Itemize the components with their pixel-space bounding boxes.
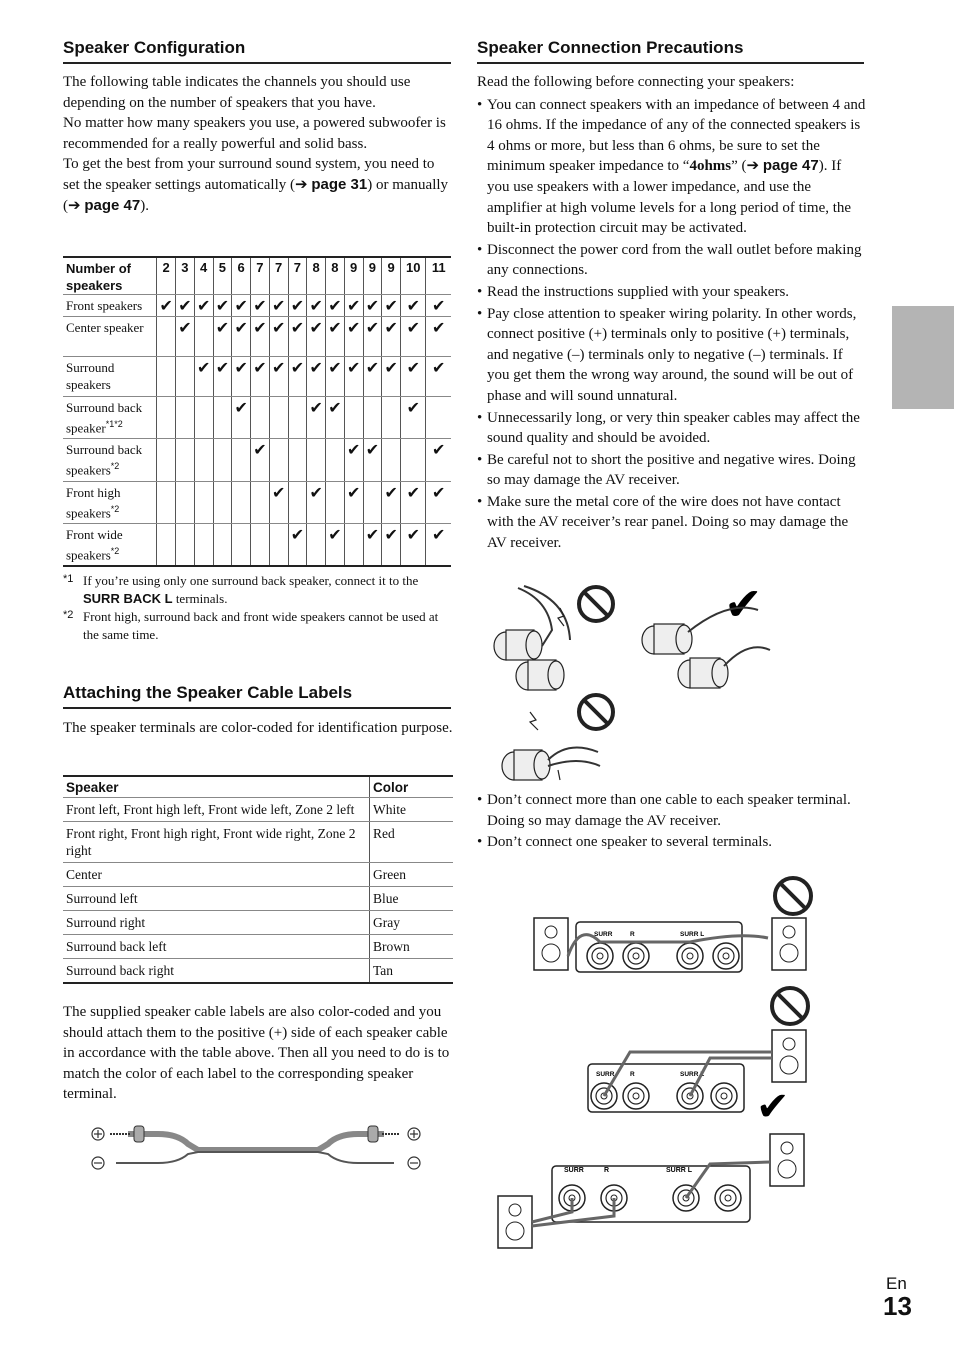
list-item — [477, 95, 867, 239]
ok-check-icon: ✔ — [724, 580, 763, 631]
check-icon: ✔ — [382, 481, 401, 523]
check-icon: ✔ — [363, 439, 382, 481]
table-row — [63, 822, 453, 863]
ok-check-icon: ✔ — [756, 1084, 790, 1130]
speaker-cell: Surround back right — [63, 959, 370, 984]
heading-rule — [63, 707, 451, 709]
arrow-icon: ➔ — [295, 176, 308, 193]
footnote-text: terminals. — [172, 591, 228, 606]
speaker-connection-illustration — [490, 872, 820, 1254]
speaker-count-header: 8 — [326, 257, 345, 295]
check-icon: ✔ — [363, 357, 382, 397]
labels-intro: The speaker terminals are color-coded for identification purpose. — [63, 720, 453, 736]
page-link[interactable]: page 47 — [762, 157, 819, 175]
labels-outro: The supplied speaker cable labels are also color-coded and you should attach them to the positive (+) side of each speaker cable in accordance with the table above. Then all you need to do is to match the color of each label to the corresponding speaker terminal. — [63, 1004, 450, 1103]
check-icon: ✔ — [232, 357, 251, 397]
empty-cell — [344, 397, 363, 439]
intro-text: ). — [140, 197, 149, 214]
check-icon: ✔ — [194, 295, 213, 317]
check-icon: ✔ — [344, 481, 363, 523]
check-icon: ✔ — [426, 523, 451, 566]
empty-cell — [326, 481, 345, 523]
check-icon: ✔ — [213, 357, 232, 397]
empty-cell — [363, 481, 382, 523]
row-label: Surround back speaker — [66, 400, 143, 436]
table-row — [63, 798, 453, 822]
speaker-count-header: 5 — [213, 257, 232, 295]
check-icon: ✔ — [288, 317, 307, 357]
terminal-label: SURR L — [680, 931, 705, 938]
terminal-label: R — [604, 1167, 610, 1174]
empty-cell — [401, 439, 426, 481]
empty-cell — [232, 523, 251, 566]
terminal-label: R — [630, 1071, 635, 1078]
intro-paragraph: No matter how many speakers you use, a powered subwoofer is recommended for a really powerful and solid bass. — [63, 115, 446, 152]
speaker-count-header: 7 — [288, 257, 307, 295]
page-link[interactable]: page 47 — [84, 196, 141, 214]
column-header-color: Color — [370, 776, 454, 798]
section-heading-speaker-configuration: Speaker Configuration — [63, 38, 246, 57]
table-row — [63, 317, 451, 357]
check-icon: ✔ — [326, 523, 345, 566]
empty-cell — [194, 397, 213, 439]
setting-value: 4ohms — [689, 158, 732, 175]
check-icon: ✔ — [213, 295, 232, 317]
row-label: Surround speakers — [66, 360, 115, 392]
terminal-wiring-illustration — [488, 580, 778, 785]
check-icon: ✔ — [157, 295, 176, 317]
empty-cell — [307, 439, 326, 481]
speaker-cell: Center — [63, 863, 370, 887]
check-icon: ✔ — [382, 357, 401, 397]
footnote-ref: *2 — [110, 545, 120, 556]
heading-rule — [63, 62, 451, 64]
empty-cell — [251, 481, 270, 523]
check-icon: ✔ — [363, 317, 382, 357]
check-icon: ✔ — [401, 481, 426, 523]
check-icon: ✔ — [382, 523, 401, 566]
check-icon: ✔ — [269, 317, 288, 357]
list-item: • Pay close attention to speaker wiring polarity. In other words, connect positive (+) terminals only to positive (+) terminals, and negative (–) terminals only to negative (–) terminals. If you get them the wrong way around, the sound will be out of phase and will sound unnatural. — [477, 304, 867, 407]
speaker-type-label — [63, 439, 157, 481]
precautions-text-2 — [477, 790, 867, 853]
empty-cell — [213, 397, 232, 439]
color-cell: Green — [370, 863, 454, 887]
corner-header: Number of speakers — [63, 257, 157, 295]
terminal-label: SURR L — [680, 1071, 705, 1078]
table-row — [63, 481, 451, 523]
color-cell: Red — [370, 822, 454, 863]
check-icon: ✔ — [269, 357, 288, 397]
speaker-count-header: 9 — [363, 257, 382, 295]
empty-cell — [213, 439, 232, 481]
row-label: Front wide speakers — [66, 526, 123, 563]
page-link[interactable]: page 31 — [311, 175, 368, 193]
table-row — [63, 295, 451, 317]
check-icon: ✔ — [326, 295, 345, 317]
prohibited-icon — [772, 988, 808, 1024]
check-icon: ✔ — [326, 317, 345, 357]
precautions-list — [477, 95, 867, 554]
check-icon: ✔ — [176, 295, 195, 317]
check-icon: ✔ — [232, 397, 251, 439]
check-icon: ✔ — [382, 295, 401, 317]
row-label: Center speaker — [66, 320, 144, 335]
intro-text: ) or manually ( — [63, 176, 449, 214]
empty-cell — [157, 439, 176, 481]
check-icon: ✔ — [326, 397, 345, 439]
color-cell: Brown — [370, 935, 454, 959]
speaker-count-header: 10 — [401, 257, 426, 295]
bullet-text: ). If you use speakers with a lower impedance, and use the amplifier at high volume levels for a long period of time, the built-in protection circuit may be activated. — [487, 158, 852, 237]
empty-cell — [288, 439, 307, 481]
color-cell: White — [370, 798, 454, 822]
precautions-text — [477, 72, 867, 554]
footnote-mark: *2 — [63, 609, 74, 621]
speaker-cell: Front left, Front high left, Front wide left, Zone 2 left — [63, 798, 370, 822]
chapter-tab — [892, 306, 954, 409]
empty-cell — [382, 439, 401, 481]
empty-cell — [213, 523, 232, 566]
speaker-type-label — [63, 481, 157, 523]
color-cell: Tan — [370, 959, 454, 984]
bullet-text: ” ( — [731, 158, 747, 175]
footnote-ref: *1*2 — [105, 419, 123, 429]
speaker-count-header: 4 — [194, 257, 213, 295]
empty-cell — [326, 439, 345, 481]
empty-cell — [269, 397, 288, 439]
table-row — [63, 397, 451, 439]
heading-rule — [477, 62, 864, 64]
empty-cell — [344, 523, 363, 566]
empty-cell — [288, 397, 307, 439]
list-item: • Disconnect the power cord from the wall outlet before making any connections. — [477, 240, 867, 281]
footnote-text: Front high, surround back and front wide speakers cannot be used at the same time. — [83, 609, 439, 642]
list-item: • Make sure the metal core of the wire does not have contact with the AV receiver’s rear panel. Doing so may damage the AV receiver. — [477, 492, 867, 554]
speaker-count-header: 7 — [251, 257, 270, 295]
empty-cell — [251, 397, 270, 439]
speaker-cell: Surround back left — [63, 935, 370, 959]
check-icon: ✔ — [288, 295, 307, 317]
check-icon: ✔ — [307, 317, 326, 357]
check-icon: ✔ — [326, 357, 345, 397]
intro-paragraph — [63, 154, 453, 216]
color-cell: Blue — [370, 887, 454, 911]
check-icon: ✔ — [363, 523, 382, 566]
terminal-label: SURR — [596, 1071, 615, 1078]
check-icon: ✔ — [344, 295, 363, 317]
check-icon: ✔ — [194, 357, 213, 397]
speaker-type-label — [63, 523, 157, 566]
speaker-count-header: 3 — [176, 257, 195, 295]
empty-cell — [157, 397, 176, 439]
check-icon: ✔ — [382, 317, 401, 357]
speaker-count-header: 11 — [426, 257, 451, 295]
empty-cell — [194, 523, 213, 566]
check-icon: ✔ — [401, 317, 426, 357]
check-icon: ✔ — [251, 317, 270, 357]
footnote-ref: *2 — [110, 461, 120, 472]
check-icon: ✔ — [401, 397, 426, 439]
check-icon: ✔ — [251, 295, 270, 317]
list-item: • Don’t connect one speaker to several terminals. — [477, 832, 867, 853]
empty-cell — [157, 357, 176, 397]
terminal-label: R — [630, 931, 635, 938]
empty-cell — [307, 523, 326, 566]
empty-cell — [176, 481, 195, 523]
empty-cell — [176, 357, 195, 397]
check-icon: ✔ — [401, 523, 426, 566]
speaker-count-header: 9 — [382, 257, 401, 295]
table-row — [63, 439, 451, 481]
check-icon: ✔ — [307, 397, 326, 439]
table-row — [63, 523, 451, 566]
bullet-text: You can connect speakers with an impedance of between 4 and 16 ohms. If the impedance of any of the connected speakers is 4 ohms or more, but less than 6 ohms, be sure to set the minimum speaker impedance to “ — [487, 96, 866, 175]
column-header-speaker: Speaker — [63, 776, 370, 798]
speaker-count-header: 2 — [157, 257, 176, 295]
check-icon: ✔ — [176, 317, 195, 357]
prohibited-icon — [775, 878, 811, 914]
list-item: • Unnecessarily long, or very thin speaker cables may affect the sound quality and should be avoided. — [477, 408, 867, 449]
check-icon: ✔ — [344, 439, 363, 481]
check-icon: ✔ — [426, 439, 451, 481]
terminal-label: SURR — [594, 931, 613, 938]
check-icon: ✔ — [288, 523, 307, 566]
arrow-icon: ➔ — [746, 158, 760, 175]
empty-cell — [176, 523, 195, 566]
footnote — [63, 572, 453, 608]
speaker-type-label — [63, 397, 157, 439]
page-number: 13 — [883, 1291, 912, 1321]
table-row — [63, 357, 451, 397]
section-heading-cable-labels: Attaching the Speaker Cable Labels — [63, 683, 353, 702]
table-row — [63, 959, 453, 984]
row-label: Surround back speakers — [66, 442, 143, 478]
speaker-cell: Front right, Front high right, Front wide right, Zone 2 right — [63, 822, 370, 863]
check-icon: ✔ — [344, 317, 363, 357]
empty-cell — [213, 481, 232, 523]
table-row — [63, 863, 453, 887]
footnote-mark: *1 — [63, 573, 74, 585]
intro-text: To get the best from your surround sound system, you need to set the speaker settings automatically ( — [63, 156, 435, 193]
precautions-intro: Read the following before connecting your speakers: — [477, 74, 795, 90]
check-icon: ✔ — [288, 357, 307, 397]
list-item: • Read the instructions supplied with your speakers. — [477, 282, 867, 303]
check-icon: ✔ — [401, 295, 426, 317]
speaker-count-header: 8 — [307, 257, 326, 295]
speaker-cable-illustration — [88, 1112, 428, 1176]
empty-cell — [157, 481, 176, 523]
list-item: • Be careful not to short the positive and negative wires. Doing so may damage the AV receiver. — [477, 450, 867, 491]
speaker-count-header: 6 — [232, 257, 251, 295]
check-icon: ✔ — [344, 357, 363, 397]
precautions-list — [477, 790, 867, 853]
check-icon: ✔ — [232, 317, 251, 357]
empty-cell — [194, 317, 213, 357]
empty-cell — [269, 523, 288, 566]
footnote-text: If you’re using only one surround back speaker, connect it to the — [83, 573, 419, 588]
check-icon: ✔ — [213, 317, 232, 357]
section-heading-connection-precautions: Speaker Connection Precautions — [477, 38, 744, 57]
speaker-cell: Surround left — [63, 887, 370, 911]
check-icon: ✔ — [426, 357, 451, 397]
row-label: Front high speakers — [66, 484, 121, 520]
empty-cell — [176, 439, 195, 481]
speaker-type-label — [63, 295, 157, 317]
empty-cell — [251, 523, 270, 566]
empty-cell — [363, 397, 382, 439]
empty-cell — [176, 397, 195, 439]
speaker-count-header: 9 — [344, 257, 363, 295]
empty-cell — [157, 317, 176, 357]
footnote — [63, 608, 453, 644]
empty-cell — [232, 439, 251, 481]
arrow-icon: ➔ — [68, 197, 81, 214]
check-icon: ✔ — [251, 357, 270, 397]
empty-cell — [194, 481, 213, 523]
check-icon: ✔ — [363, 295, 382, 317]
check-icon: ✔ — [426, 295, 451, 317]
check-icon: ✔ — [426, 317, 451, 357]
check-icon: ✔ — [269, 295, 288, 317]
empty-cell — [288, 481, 307, 523]
list-item: • Don’t connect more than one cable to each speaker terminal. Doing so may damage the AV receiver. — [477, 790, 867, 831]
check-icon: ✔ — [251, 439, 270, 481]
check-icon: ✔ — [269, 481, 288, 523]
config-intro — [63, 72, 453, 216]
empty-cell — [426, 397, 451, 439]
speaker-type-label — [63, 357, 157, 397]
table-row — [63, 911, 453, 935]
check-icon: ✔ — [401, 357, 426, 397]
terminal-label: SURR L — [666, 1167, 693, 1174]
empty-cell — [232, 481, 251, 523]
terminal-name: SURR BACK L — [83, 591, 173, 606]
color-cell: Gray — [370, 911, 454, 935]
check-icon: ✔ — [307, 295, 326, 317]
intro-paragraph: The following table indicates the channels you should use depending on the number of speakers that you have. — [63, 74, 411, 111]
check-icon: ✔ — [307, 357, 326, 397]
speaker-color-table — [63, 775, 453, 984]
empty-cell — [382, 397, 401, 439]
row-label: Front speakers — [66, 298, 143, 313]
check-icon: ✔ — [307, 481, 326, 523]
check-icon: ✔ — [426, 481, 451, 523]
empty-cell — [269, 439, 288, 481]
table-row — [63, 935, 453, 959]
speaker-cell: Surround right — [63, 911, 370, 935]
check-icon: ✔ — [232, 295, 251, 317]
language-label: En — [886, 1274, 907, 1293]
footnotes — [63, 572, 453, 644]
empty-cell — [194, 439, 213, 481]
speaker-count-header: 7 — [269, 257, 288, 295]
speaker-type-label — [63, 317, 157, 357]
footnote-ref: *2 — [110, 503, 120, 514]
table-row — [63, 887, 453, 911]
terminal-label: SURR — [564, 1167, 584, 1174]
speaker-configuration-table — [63, 256, 451, 567]
empty-cell — [157, 523, 176, 566]
